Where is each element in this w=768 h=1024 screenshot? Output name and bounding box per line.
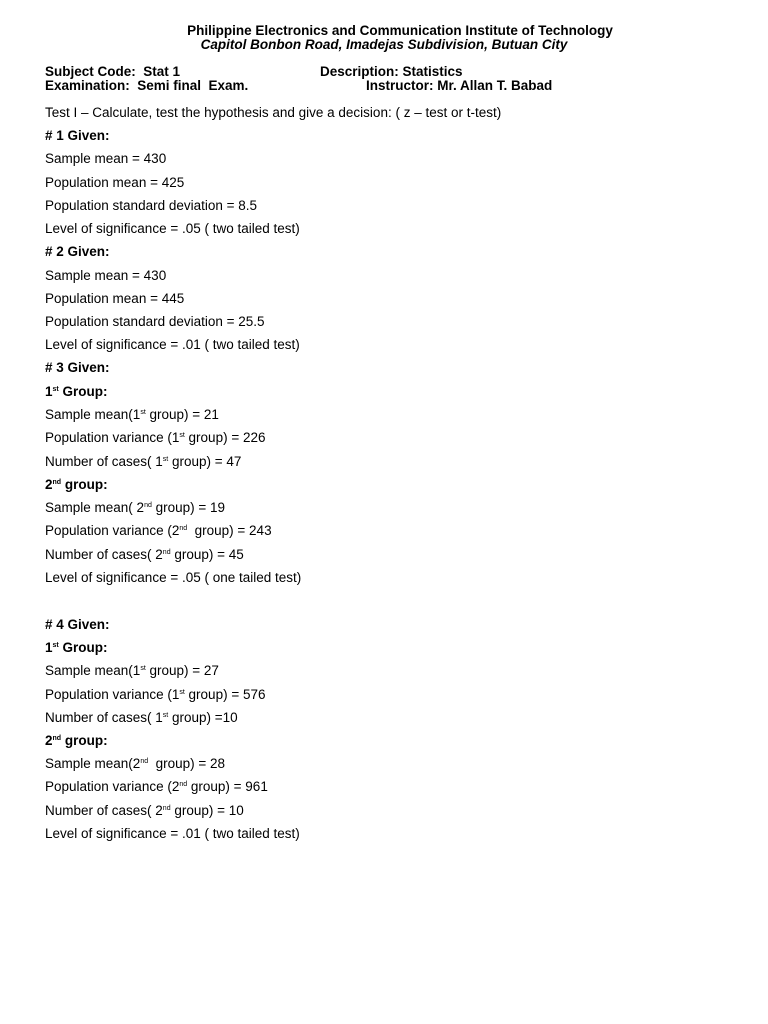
p1-population-sd: Population standard deviation = 8.5 xyxy=(45,198,258,213)
p1-significance: Level of significance = .05 ( two tailed test) xyxy=(45,221,300,236)
p1-sample-mean: Sample mean = 430 xyxy=(45,151,167,166)
subject-description: Description: Statistics xyxy=(320,64,463,79)
problem-4-heading: # 4 Given: xyxy=(45,617,110,632)
examination: Examination: Semi final Exam. xyxy=(45,78,249,93)
p4-group1-heading: 1st Group: xyxy=(45,640,108,655)
p4-significance: Level of significance = .01 ( two tailed test) xyxy=(45,826,300,841)
test-instructions: Test I – Calculate, test the hypothesis and give a decision: ( z – test or t-test) xyxy=(45,105,502,120)
problem-2-heading: # 2 Given: xyxy=(45,244,110,259)
p3-group2-sample-mean: Sample mean( 2nd group) = 19 xyxy=(45,500,226,515)
p2-population-mean: Population mean = 445 xyxy=(45,291,185,306)
p4-group2-cases: Number of cases( 2nd group) = 10 xyxy=(45,803,244,818)
institute-address: Capitol Bonbon Road, Imadejas Subdivision, Butuan City xyxy=(200,37,568,52)
p2-sample-mean: Sample mean = 430 xyxy=(45,268,167,283)
p3-significance: Level of significance = .05 ( one tailed test) xyxy=(45,570,302,585)
p4-group1-variance: Population variance (1st group) = 576 xyxy=(45,687,266,702)
instructor: Instructor: Mr. Allan T. Babad xyxy=(366,78,553,93)
p3-group1-heading: 1st Group: xyxy=(45,384,108,399)
p2-population-sd: Population standard deviation = 25.5 xyxy=(45,314,265,329)
p4-group1-cases: Number of cases( 1st group) =10 xyxy=(45,710,238,725)
p4-group2-variance: Population variance (2nd group) = 961 xyxy=(45,779,268,794)
p3-group2-heading: 2nd group: xyxy=(45,477,108,492)
p2-significance: Level of significance = .01 ( two tailed test) xyxy=(45,337,300,352)
p1-population-mean: Population mean = 425 xyxy=(45,175,185,190)
p3-group1-cases: Number of cases( 1st group) = 47 xyxy=(45,454,242,469)
p4-group2-sample-mean: Sample mean(2nd group) = 28 xyxy=(45,756,226,771)
problem-1-heading: # 1 Given: xyxy=(45,128,110,143)
p3-group1-variance: Population variance (1st group) = 226 xyxy=(45,430,266,445)
p3-group2-cases: Number of cases( 2nd group) = 45 xyxy=(45,547,244,562)
p4-group1-sample-mean: Sample mean(1st group) = 27 xyxy=(45,663,219,678)
problem-3-heading: # 3 Given: xyxy=(45,360,110,375)
p3-group2-variance: Population variance (2nd group) = 243 xyxy=(45,523,272,538)
subject-code: Subject Code: Stat 1 xyxy=(45,64,181,79)
p3-group1-sample-mean: Sample mean(1st group) = 21 xyxy=(45,407,219,422)
institute-name: Philippine Electronics and Communication Institute of Technology xyxy=(187,23,613,38)
p4-group2-heading: 2nd group: xyxy=(45,733,108,748)
